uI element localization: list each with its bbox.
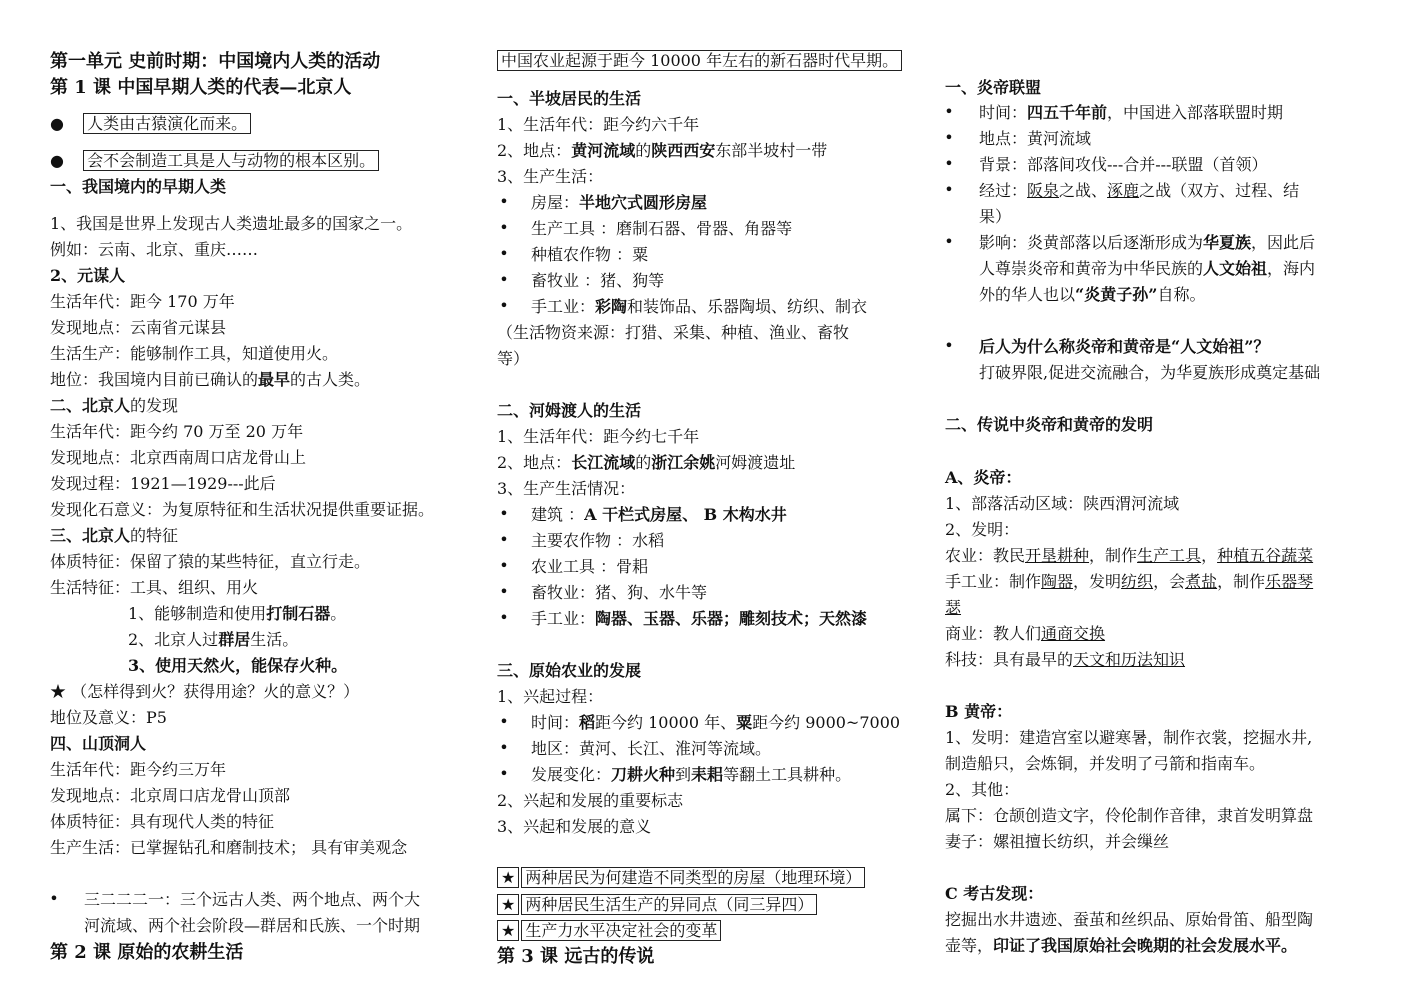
- section-heading: 一、炎帝联盟: [945, 78, 1042, 97]
- text-line: 科技：具有最早的天文和历法知识: [945, 650, 1186, 669]
- key-point-2: ● 会不会制造工具是人与动物的根本区别。: [50, 150, 379, 172]
- subheading: 2、元谋人: [50, 266, 126, 285]
- bullet-icon: •: [499, 556, 509, 575]
- text-line: 生产生活：已掌握钻孔和磨制技术； 具有审美观念: [50, 838, 408, 857]
- list-item: 种植农作物 ：粟: [531, 245, 649, 264]
- list-item-cont: 人尊崇炎帝和黄帝为中华民族的人文始祖，海内: [979, 259, 1316, 278]
- text-line: 3、生产生活：: [497, 167, 604, 186]
- star-box-2: ★ 两种居民生活生产的异同点（同三异四）: [497, 894, 817, 916]
- text-line: 农业：教民开垦耕种，制作生产工具，种植五谷蔬菜: [945, 546, 1314, 565]
- text-line: 1、能够制造和使用打制石器。: [128, 604, 347, 623]
- star-icon: ★: [501, 921, 516, 940]
- list-item: 发展变化：刀耕火种到耒耜等翻土工具耕种。: [531, 765, 852, 784]
- section-heading: 二、北京人的发现: [50, 396, 179, 415]
- bullet-icon: •: [499, 530, 509, 549]
- bullet-icon: •: [49, 889, 59, 908]
- text-line: 3、兴起和发展的意义: [497, 817, 652, 836]
- text-line: 发现地点：北京周口店龙骨山顶部: [50, 786, 291, 805]
- lesson2-title: 第 2 课 原始的农耕生活: [50, 942, 244, 963]
- text-line: 2、地点：长江流域的浙江余姚河姆渡遗址: [497, 453, 796, 472]
- subheading: B 黄帝：: [945, 702, 1013, 721]
- text-line: 3、生产生活情况：: [497, 479, 636, 498]
- list-item-cont: 果）: [979, 207, 1012, 226]
- text-line: 生活年代：距今约三万年: [50, 760, 227, 779]
- list-item: 生产工具 ：磨制石器、骨器、角器等: [531, 219, 793, 238]
- list-item: 农业工具 ：骨耜: [531, 557, 649, 576]
- black-circle-icon: ●: [50, 151, 64, 170]
- text-line: 2、北京人过群居生活。: [128, 630, 299, 649]
- list-item: 时间：四五千年前，中国进入部落联盟时期: [979, 103, 1284, 122]
- answer: 打破界限,促进交流融合，为华夏族形成奠定基础: [979, 363, 1321, 382]
- text-line: 地位：我国境内目前已确认的最早的古人类。: [50, 370, 371, 389]
- bullet-icon: •: [944, 336, 954, 355]
- text-line: 3、使用天然火，能保存火种。: [128, 656, 348, 675]
- bullet-icon: •: [499, 504, 509, 523]
- list-item-cont: 外的华人也以“炎黄子孙”自称。: [979, 285, 1206, 304]
- bullet-icon: •: [499, 608, 509, 627]
- text-line: 2、其他：: [945, 780, 1020, 799]
- star-question: ★ （怎样得到火？获得用途？火的意义？）: [50, 682, 360, 701]
- text-line: 生活特征：工具、组织、用火: [50, 578, 259, 597]
- text-line: 发现过程：1921—1929---此后: [50, 474, 276, 493]
- text-line: 发现地点：北京西南周口店龙骨山上: [50, 448, 307, 467]
- bullet-icon: •: [499, 712, 509, 731]
- text-line: 2、发明：: [945, 520, 1020, 539]
- star-box-1: ★ 两种居民为何建造不同类型的房屋（地理环境）: [497, 867, 865, 889]
- black-circle-icon: ●: [50, 114, 64, 133]
- text-line: 发现化石意义：为复原特征和生活状况提供重要证据。: [50, 500, 435, 519]
- text-line: 手工业：制作陶器，发明纺织，会煮盐，制作乐器琴: [945, 572, 1314, 591]
- bullet-icon: •: [499, 270, 509, 289]
- text-line: 1、部落活动区域：陕西渭河流域: [945, 494, 1180, 513]
- star-box-3: ★ 生产力水平决定社会的变革: [497, 920, 721, 942]
- summary-line: 三二二二一：三个远古人类、两个地点、两个大: [84, 890, 421, 909]
- bullet-icon: •: [944, 102, 954, 121]
- list-item: 建筑 ：A 干栏式房屋、 B 木构水井: [531, 505, 787, 524]
- text-line: 壶等，印证了我国原始社会晚期的社会发展水平。: [945, 936, 1298, 955]
- text-line: 发现地点：云南省元谋县: [50, 318, 227, 337]
- bullet-icon: •: [944, 154, 954, 173]
- bullet-icon: •: [944, 180, 954, 199]
- text-line: 1、生活年代：距今约七千年: [497, 427, 700, 446]
- bullet-icon: •: [499, 244, 509, 263]
- section-heading: 二、河姆渡人的生活: [497, 401, 642, 420]
- list-item: 地区：黄河、长江、淮河等流域。: [531, 739, 772, 758]
- text-line: 2、兴起和发展的重要标志: [497, 791, 684, 810]
- text-line: 1、生活年代：距今约六千年: [497, 115, 700, 134]
- list-item: 手工业：陶器、玉器、乐器；雕刻技术；天然漆: [531, 609, 868, 628]
- subheading: A、炎帝：: [945, 468, 1022, 487]
- text-line: 1、发明：建造宫室以避寒暑，制作衣裳，挖掘水井,: [945, 728, 1313, 747]
- list-item: 畜牧业 ：猪、狗等: [531, 271, 665, 290]
- text-line: （生活物资来源：打猎、采集、种植、渔业、畜牧: [497, 323, 850, 342]
- text-line: 1、兴起过程：: [497, 687, 604, 706]
- text-line: 生活年代：距今 170 万年: [50, 292, 235, 311]
- text-line: 属下：仓颉创造文字，伶伦制作音律，隶首发明算盘: [945, 806, 1314, 825]
- text-line: 体质特征：具有现代人类的特征: [50, 812, 275, 831]
- text-line: 生活生产：能够制作工具，知道使用火。: [50, 344, 339, 363]
- key-point-1: ● 人类由古猿演化而来。: [50, 113, 251, 135]
- lesson1-title: 第 1 课 中国早期人类的代表—北京人: [50, 77, 352, 98]
- bullet-icon: •: [499, 582, 509, 601]
- text-line: 地位及意义：P5: [50, 708, 167, 727]
- section-heading: 一、半坡居民的生活: [497, 89, 642, 108]
- key-point-top: 中国农业起源于距今 10000 年左右的新石器时代早期。: [497, 50, 902, 72]
- list-item: 畜牧业：猪、狗、水牛等: [531, 583, 708, 602]
- bullet-icon: •: [499, 218, 509, 237]
- section-heading: 一、我国境内的早期人类: [50, 177, 227, 196]
- bullet-icon: •: [944, 128, 954, 147]
- section-heading: 三、原始农业的发展: [497, 661, 642, 680]
- text-line: 1、我国是世界上发现古人类遗址最多的国家之一。: [50, 214, 413, 233]
- section-heading: 二、传说中炎帝和黄帝的发明: [945, 415, 1154, 434]
- section-heading: 三、北京人的特征: [50, 526, 179, 545]
- bullet-icon: •: [499, 192, 509, 211]
- list-item: 房屋：半地穴式圆形房屋: [531, 193, 708, 212]
- star-icon: ★: [501, 895, 516, 914]
- text-line: 挖掘出水井遗迹、蚕茧和丝织品、原始骨笛、船型陶: [945, 910, 1314, 929]
- list-item: 时间：稻距今约 10000 年、粟距今约 9000~7000: [531, 713, 901, 732]
- section-heading: 四、山顶洞人: [50, 734, 147, 753]
- lesson3-title: 第 3 课 远古的传说: [497, 946, 655, 967]
- text-line: 制造船只，会炼铜，并发明了弓箭和指南车。: [945, 754, 1266, 773]
- star-icon: ★: [501, 868, 516, 887]
- list-item: 手工业：彩陶和装饰品、乐器陶埙、纺织、制衣: [531, 297, 868, 316]
- question: 后人为什么称炎帝和黄帝是“人文始祖”？: [979, 337, 1270, 356]
- text-line: 商业：教人们通商交换: [945, 624, 1106, 643]
- bullet-icon: •: [499, 738, 509, 757]
- bullet-icon: •: [499, 296, 509, 315]
- text-line: 例如：云南、北京、重庆……: [50, 240, 259, 259]
- subheading: C 考古发现：: [945, 884, 1044, 903]
- list-item: 经过：阪泉之战、涿鹿之战（双方、过程、结: [979, 181, 1300, 200]
- list-item: 影响：炎黄部落以后逐渐形成为华夏族，因此后: [979, 233, 1316, 252]
- text-line: 妻子：嫘祖擅长纺织，并会缫丝: [945, 832, 1170, 851]
- text-line: 2、地点：黄河流域的陕西西安东部半坡村一带: [497, 141, 828, 160]
- summary-line: 河流域、两个社会阶段—群居和氏族、一个时期: [84, 916, 421, 935]
- text-line: 瑟: [945, 598, 962, 617]
- list-item: 背景：部落间攻伐---合并---联盟（首领）: [979, 155, 1268, 174]
- text-line: 体质特征：保留了猿的某些特征，直立行走。: [50, 552, 371, 571]
- text-line: 等）: [497, 349, 530, 368]
- text-line: 生活年代：距今约 70 万至 20 万年: [50, 422, 304, 441]
- list-item: 主要农作物 ：水稻: [531, 531, 665, 550]
- unit-title: 第一单元 史前时期：中国境内人类的活动: [50, 51, 381, 72]
- bullet-icon: •: [499, 764, 509, 783]
- list-item: 地点：黄河流域: [979, 129, 1092, 148]
- bullet-icon: •: [944, 232, 954, 251]
